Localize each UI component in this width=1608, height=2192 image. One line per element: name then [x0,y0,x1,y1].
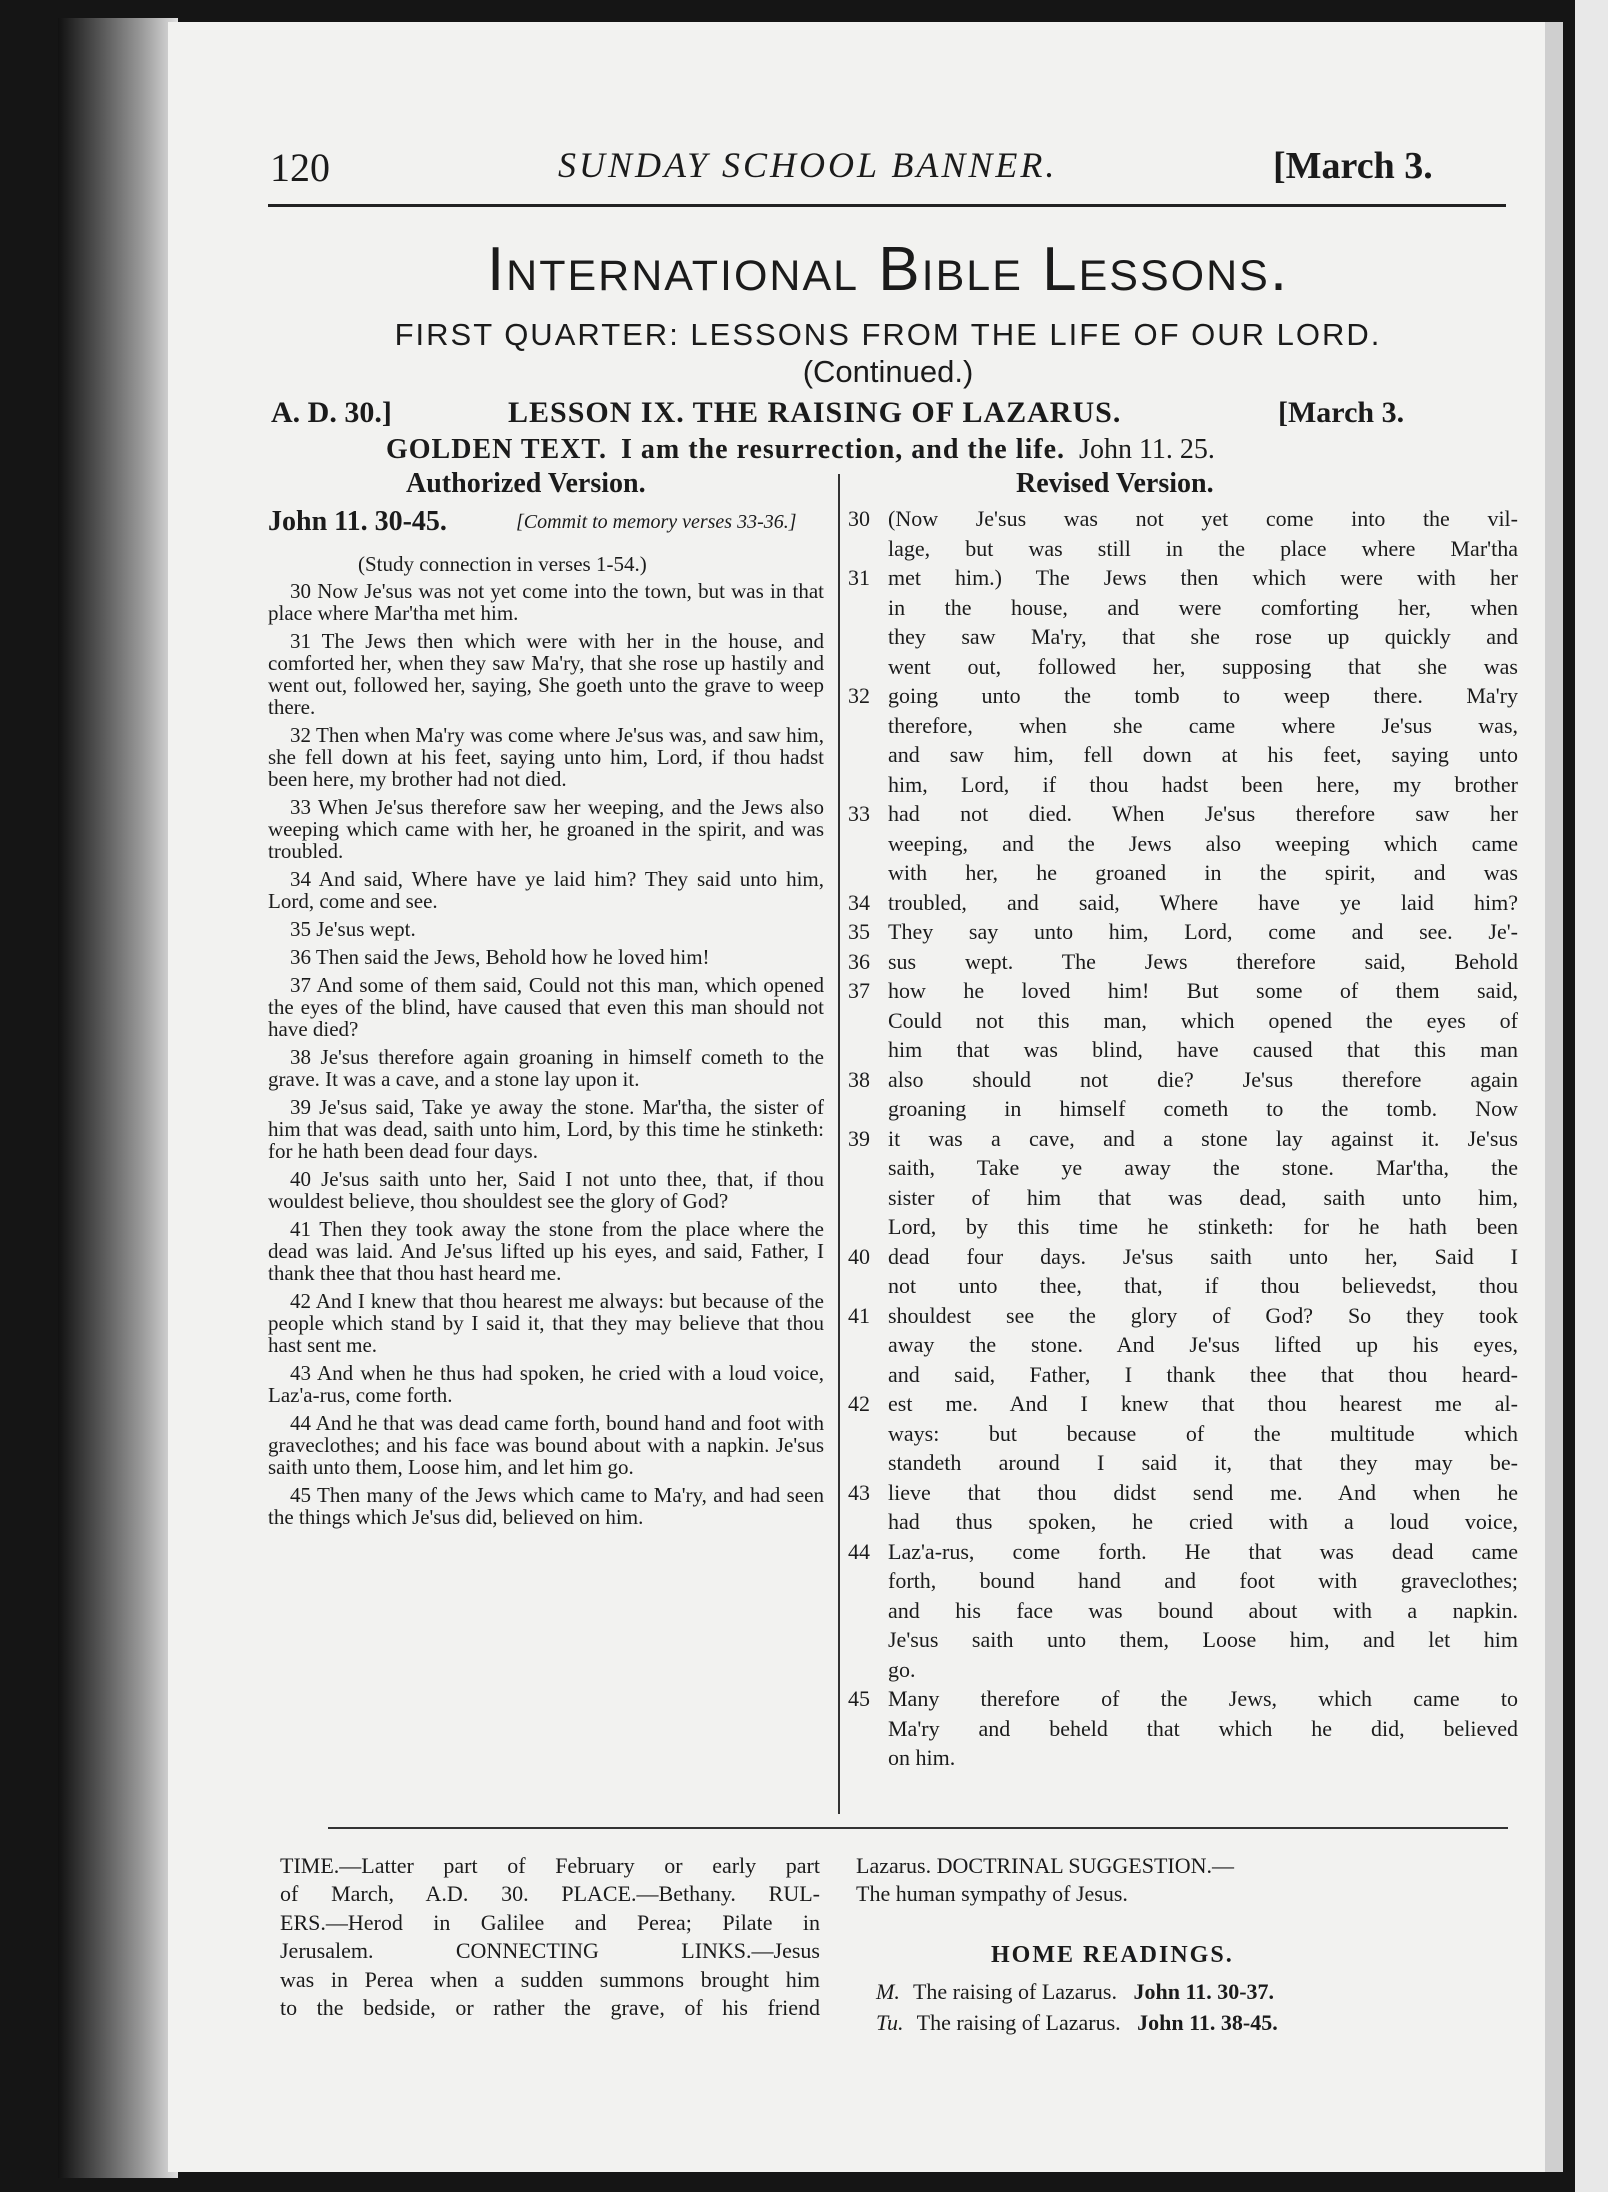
verse: 45 Then many of the Jews which came to Ma'ry, and had seen the things which Je'sus did, believed on him. [268,1483,824,1529]
verse-line [848,1478,1518,1508]
verse-line [848,1743,1518,1773]
verse-text: went out, followed her, supposing that she was [888,653,1518,679]
verse-line [848,1242,1518,1272]
quarter-subtitle: FIRST QUARTER: LESSONS FROM THE LIFE OF OUR LORD. [394,317,1382,352]
revised-heading: Revised Version. [1016,468,1214,499]
verse-number [848,622,888,652]
verse: 44 And he that was dead came forth, bound hand and foot with graveclothes; and his face was bound about with a napkin. Je'sus saith unto them, Loose him, and let him go. [268,1411,824,1479]
verse-line [848,799,1518,829]
page-number: 120 [270,145,330,190]
verse: 38 Je'sus therefore again groaning in himself cometh to the grave. It was a cave, and a stone lay upon it. [268,1045,824,1091]
verse-line [848,1537,1518,1567]
authorized-heading: Authorized Version. [406,468,646,499]
verse-line [848,1419,1518,1449]
verse: 35 Je'sus wept. [290,917,416,941]
verse-text: est me. And I knew that thou hearest me al- [888,1391,1518,1416]
home-reading-item: M. The raising of Lazarus. John 11. 30-37. [876,1979,1275,2004]
verse-text: therefore, when she came where Je'sus was, [888,712,1518,738]
verse-number [848,711,888,741]
verse-line [848,1124,1518,1154]
verse-number [848,1448,888,1478]
notes-line: The human sympathy of Jesus. [856,1881,1128,1907]
verse-number [848,1743,888,1773]
verse-text: sister of him that was dead, saith unto him, [888,1184,1518,1210]
verse-line [848,1065,1518,1095]
verse-number [848,770,888,800]
verse: 39 Je'sus said, Take ye away the stone. Mar'tha, the sister of him that was dead, saith unto him, Lord, by this time he stinketh: for he hath been dead four days. [268,1095,824,1163]
verse-number [848,829,888,859]
verse-number [848,1507,888,1537]
verse-line [848,1714,1518,1744]
verse-text: met him.) The Jews then which were with her [888,565,1518,590]
verse-number [848,740,888,770]
verse-text: ways: but because of the multitude which [888,1420,1518,1446]
verse-text: Je'sus saith unto them, Loose him, and let him [888,1627,1518,1652]
verse-line [848,1035,1518,1065]
verse-text: had not died. When Je'sus therefore saw her [888,801,1518,826]
running-date: [March 3. [1273,145,1433,187]
verse: 31 The Jews then which were with her in the house, and comforted her, when they saw Ma'ry, that she rose up hastily and went out, followed her, saying, She goeth unto the grave to weep there. [268,629,824,719]
verse-text: Many therefore of the Jews, which came to [888,1686,1518,1711]
golden-text-quote: I am the resurrection, and the life. [621,434,1066,465]
verse: 30 Now Je'sus was not yet come into the town, but was in that place where Mar'tha met him. [268,579,824,625]
verse-number [848,1271,888,1301]
verse-number: 32 [848,683,870,708]
lesson-title: LESSON IX. THE RAISING OF LAZARUS. [508,396,1122,429]
verse-number [848,1566,888,1596]
verse-number: 34 [848,889,870,915]
verse-text: Ma'ry and beheld that which he did, believed [888,1715,1518,1741]
revised-verses [848,504,1518,1773]
verse-text: how he loved him! But some of them said, [888,978,1518,1003]
verse-number: 41 [848,1302,870,1328]
notes-line: was in Perea when a sudden summons brought him [280,1966,820,1992]
verse-line [848,681,1518,711]
verse-number [848,1035,888,1065]
verse-number: 39 [848,1125,870,1151]
verse-line [848,1183,1518,1213]
verse-number [848,652,888,682]
verse-line [848,504,1518,534]
verse-text: They say unto him, Lord, come and see. Je'- [888,919,1518,944]
verse-line [848,1684,1518,1714]
golden-text-label: GOLDEN TEXT. [386,434,608,465]
verse-line [848,1153,1518,1183]
section-rule [328,1827,1508,1829]
home-readings-title: HOME READINGS. [991,1942,1234,1968]
verse-number [848,1596,888,1626]
verse: 34 And said, Where have ye laid him? They said unto him, Lord, come and see. [268,867,824,913]
verse-number: 38 [848,1066,870,1092]
verse-text: lieve that thou didst send me. And when he [888,1479,1518,1505]
verse-text: they saw Ma'ry, that she rose up quickly and [888,624,1518,649]
verse-text: saith, Take ye away the stone. Mar'tha, the [888,1155,1518,1180]
column-divider [838,474,840,1814]
verse-text: away the stone. And Je'sus lifted up his eyes, [888,1332,1518,1357]
running-title: SUNDAY SCHOOL BANNER. [558,145,1058,185]
verse-number: 40 [848,1243,870,1269]
notes-line: of March, A.D. 30. PLACE.—Bethany. RUL- [280,1881,820,1907]
verse-text: him that was blind, have caused that this man [888,1037,1518,1062]
verse-number [848,1419,888,1449]
verse-text: Laz'a-rus, come forth. He that was dead came [888,1538,1518,1564]
notes-line: ERS.—Herod in Galilee and Perea; Pilate in [280,1909,820,1935]
verse-line [848,1655,1518,1685]
verse-line [848,1507,1518,1537]
verse-line [848,1566,1518,1596]
verse-text: with her, he groaned in the spirit, and was [888,860,1518,885]
verse-number: 36 [848,948,870,974]
verse-text: Could not this man, which opened the eyes of [888,1007,1518,1033]
verse: 42 And I knew that thou hearest me always: but because of the people which stand by I said it, that they may believe that thou hast sent me. [268,1289,824,1357]
verse-line [848,1094,1518,1124]
verse-text: lage, but was still in the place where Mar'tha [888,535,1518,561]
verse-line [848,534,1518,564]
verse-text: it was a cave, and a stone lay against it. Je'sus [888,1125,1518,1151]
verse-text: go. [888,1656,916,1682]
verse-text: troubled, and said, Where have ye laid him? [888,889,1518,915]
verse-number: 31 [848,565,870,590]
golden-text-ref: John 11. 25. [1079,434,1215,465]
verse-text: on him. [888,1745,956,1770]
lesson-year: A. D. 30.] [271,396,392,429]
verse-text: shouldest see the glory of God? So they took [888,1302,1518,1328]
verse-number [848,1330,888,1360]
verse-number: 35 [848,919,870,944]
verse-text: Lord, by this time he stinketh: for he hath been [888,1214,1518,1239]
verse-text: and saw him, fell down at his feet, saying unto [888,742,1518,767]
verse-text: (Now Je'sus was not yet come into the vil- [888,506,1518,531]
golden-text [386,434,1215,466]
verse-number: 42 [848,1391,870,1416]
notes-line: TIME.—Latter part of February or early part [280,1853,820,1878]
verse-number [848,1714,888,1744]
verse-text: dead four days. Je'sus saith unto her, Said I [888,1243,1518,1269]
verse-number: 37 [848,978,870,1003]
verse-text: weeping, and the Jews also weeping which came [888,830,1518,856]
verse-text: groaning in himself cometh to the tomb. Now [888,1096,1518,1121]
verse-line [848,1006,1518,1036]
verse-text: going unto the tomb to weep there. Ma'ry [888,683,1518,708]
verse-number [848,1153,888,1183]
verse-line [848,563,1518,593]
verse-number: 30 [848,506,870,531]
verse-number [848,1006,888,1036]
header-rule [268,204,1506,207]
verse-line [848,711,1518,741]
verse-line [848,1271,1518,1301]
verse-number [848,1625,888,1655]
verse-line [848,858,1518,888]
memory-note: [Commit to memory verses 33-36.] [516,511,797,533]
verse-line [848,1212,1518,1242]
verse-text: him, Lord, if thou hadst been here, my brother [888,771,1518,797]
verse-line [848,622,1518,652]
home-reading-item: Tu. The raising of Lazarus. John 11. 38-45. [876,2010,1278,2035]
verse-number: 43 [848,1479,870,1505]
verse-line [848,1360,1518,1390]
verse-text: forth, bound hand and foot with graveclothes; [888,1568,1518,1593]
verse-line [848,888,1518,918]
verse-number: 45 [848,1686,870,1711]
lesson-notes [280,1852,820,2022]
subtitle-continued: (Continued.) [802,354,974,389]
verse-line [848,976,1518,1006]
main-title: International Bible Lessons. [486,235,1290,304]
verse-line [848,1389,1518,1419]
verse-line [848,1301,1518,1331]
notes-line: Lazarus. DOCTRINAL SUGGESTION.— [856,1853,1235,1878]
verse: 43 And when he thus had spoken, he cried with a loud voice, Laz'a-rus, come forth. [268,1361,824,1407]
verse-line [848,1596,1518,1626]
verse-number: 44 [848,1538,870,1564]
verse-number [848,1655,888,1685]
verse: 32 Then when Ma'ry was come where Je'sus was, and saw him, she fell down at his feet, saying unto him, Lord, if thou hadst been here, my brother had not died. [268,723,824,791]
verse: 40 Je'sus saith unto her, Said I not unto thee, that, if thou wouldest believe, thou shouldest see the glory of God? [268,1167,824,1213]
verse-line [848,740,1518,770]
verse-number [848,534,888,564]
verse-line [848,917,1518,947]
verse-line [848,593,1518,623]
verse-line [848,1448,1518,1478]
verse-text: not unto thee, that, if thou believedst, thou [888,1273,1518,1298]
page [168,22,1558,2172]
verse-text: sus wept. The Jews therefore said, Behold [888,948,1518,974]
verse: 33 When Je'sus therefore saw her weeping, and the Jews also weeping which came with her, he groaned in the spirit, and was troubled. [268,795,824,863]
verse-line [848,947,1518,977]
verse-number [848,593,888,623]
verse-number [848,858,888,888]
verse-number [848,1094,888,1124]
study-note: (Study connection in verses 1-54.) [358,552,647,576]
authorized-verses [268,580,824,1534]
verse-line [848,770,1518,800]
verse-text: standeth around I said it, that they may be- [888,1450,1518,1475]
notes-line: to the bedside, or rather the grave, of his friend [280,1994,820,2020]
verse-line [848,1330,1518,1360]
verse-line [848,652,1518,682]
doctrinal-suggestion [856,1852,1516,1909]
notes-line: Jerusalem. CONNECTING LINKS.—Jesus [280,1938,820,1964]
verse-text: in the house, and were comforting her, when [888,594,1518,620]
verse-line [848,829,1518,859]
verse: 36 Then said the Jews, Behold how he loved him! [290,945,710,969]
verse-text: had thus spoken, he cried with a loud voice, [888,1509,1518,1534]
verse: 37 And some of them said, Could not this man, which opened the eyes of the blind, have caused that even this man should not have died? [268,973,824,1041]
lesson-date: [March 3. [1278,396,1405,429]
verse-text: and his face was bound about with a napkin. [888,1597,1518,1623]
verse-text: also should not die? Je'sus therefore again [888,1066,1518,1092]
verse-number [848,1183,888,1213]
verse-number [848,1360,888,1390]
verse-number: 33 [848,801,870,826]
scripture-reference: John 11. 30-45. [268,506,447,537]
verse-text: and said, Father, I thank thee that thou heard- [888,1361,1518,1387]
verse-line [848,1625,1518,1655]
verse-number [848,1212,888,1242]
verse: 41 Then they took away the stone from the place where the dead was laid. And Je'sus lifted up his eyes, and said, Father, I thank thee that thou hast heard me. [268,1217,824,1285]
